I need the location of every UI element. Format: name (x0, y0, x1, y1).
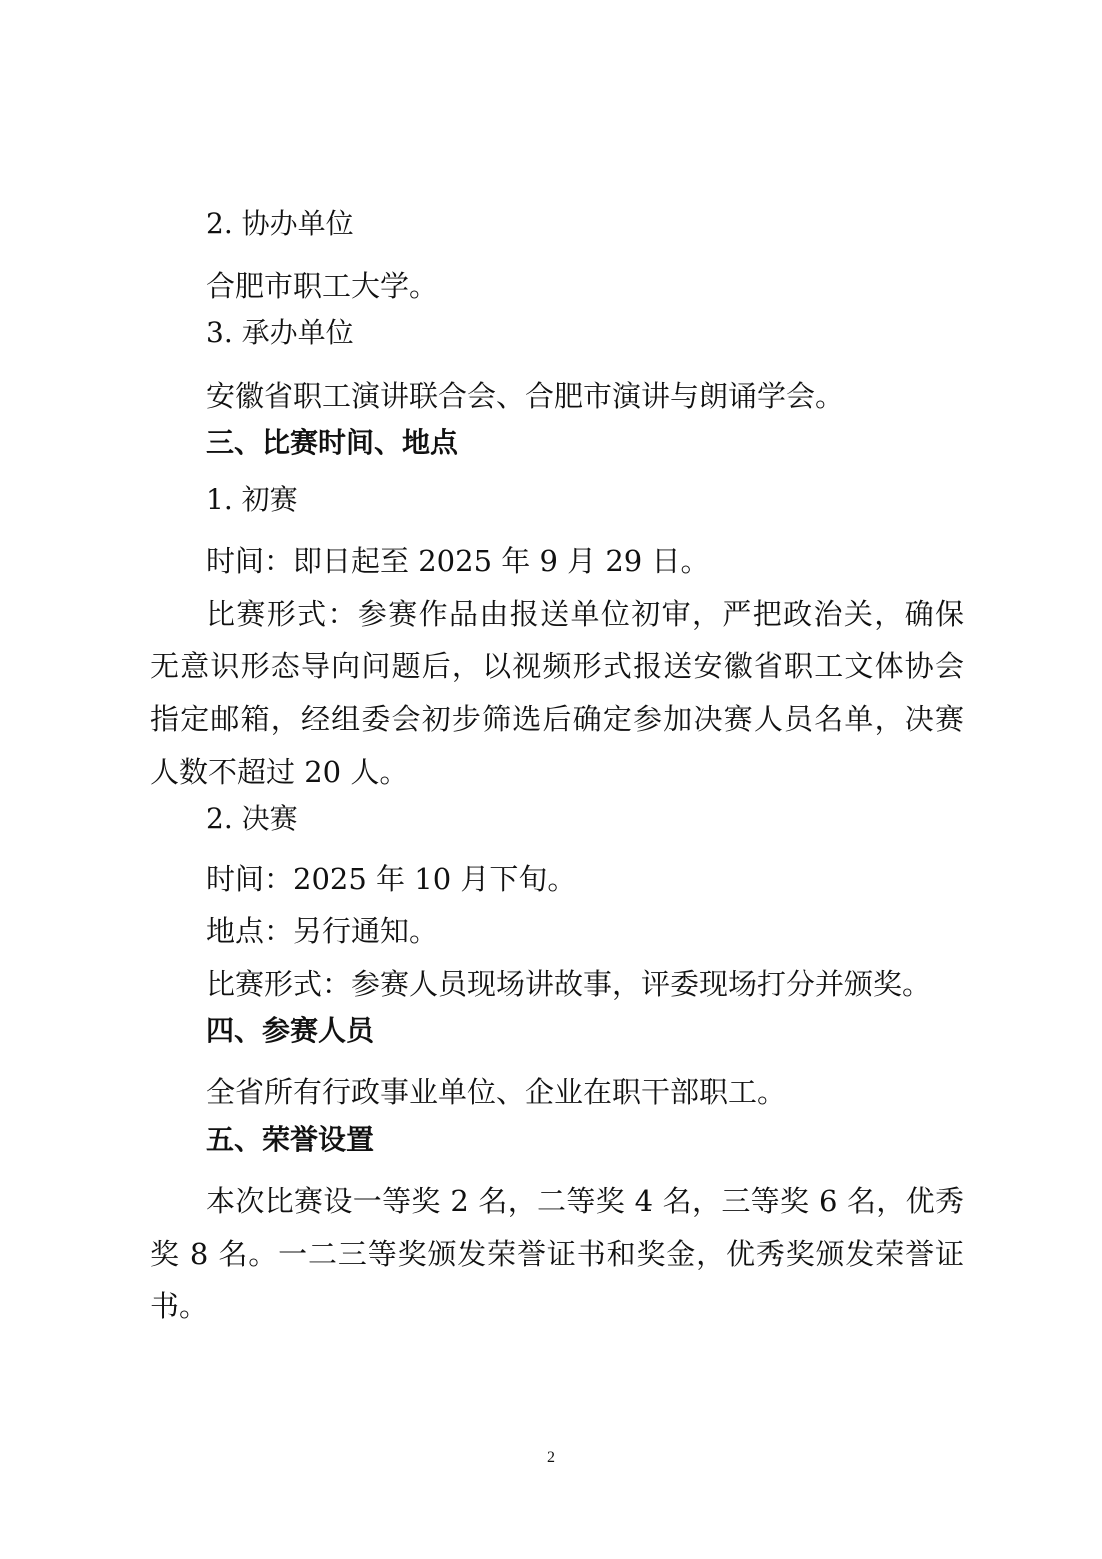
paragraph-preliminary-format-line-4: 人数不超过 20 人。 (150, 755, 409, 789)
section-heading-participants: 四、参赛人员 (206, 1014, 375, 1047)
subheading-host-organizer: 3. 承办单位 (206, 316, 354, 349)
section-heading-honors: 五、荣誉设置 (206, 1123, 375, 1156)
subheading-preliminary: 1. 初赛 (206, 483, 298, 516)
paragraph-honors-line-2 (0, 1236, 1102, 1272)
justified-text: 无意识形态导向问题后，以视频形式报送安徽省职工文体协会 (150, 649, 964, 683)
section-heading-time-place: 三、比赛时间、地点 (206, 426, 459, 459)
justified-text: 奖 8 名。一二三等奖颁发荣誉证书和奖金，优秀奖颁发荣誉证 (150, 1237, 964, 1271)
paragraph-co-organizer: 合肥市职工大学。 (206, 269, 439, 303)
paragraph-host-organizer: 安徽省职工演讲联合会、合肥市演讲与朗诵学会。 (206, 379, 845, 413)
paragraph-preliminary-format-line-2 (0, 648, 1102, 684)
justified-text: 比赛形式：参赛作品由报送单位初审，严把政治关，确保 (206, 597, 964, 631)
paragraph-honors-line-3: 书。 (150, 1289, 209, 1323)
justified-text: 本次比赛设一等奖 2 名，二等奖 4 名，三等奖 6 名，优秀 (206, 1184, 964, 1218)
paragraph-preliminary-format-line-3 (0, 701, 1102, 737)
subheading-co-organizer: 2. 协办单位 (206, 207, 354, 240)
paragraph-final-place: 地点：另行通知。 (206, 914, 439, 948)
paragraph-preliminary-time: 时间：即日起至 2025 年 9 月 29 日。 (206, 544, 710, 578)
paragraph-final-time: 时间：2025 年 10 月下旬。 (206, 862, 577, 896)
paragraph-participants: 全省所有行政事业单位、企业在职干部职工。 (206, 1075, 787, 1109)
paragraph-preliminary-format-line-1 (0, 596, 1102, 632)
justified-text: 指定邮箱，经组委会初步筛选后确定参加决赛人员名单，决赛 (150, 702, 964, 736)
paragraph-honors-line-1 (0, 1183, 1102, 1219)
subheading-final: 2. 决赛 (206, 802, 298, 835)
paragraph-final-format: 比赛形式：参赛人员现场讲故事，评委现场打分并颁奖。 (206, 967, 932, 1001)
page-number: 2 (547, 1449, 555, 1466)
